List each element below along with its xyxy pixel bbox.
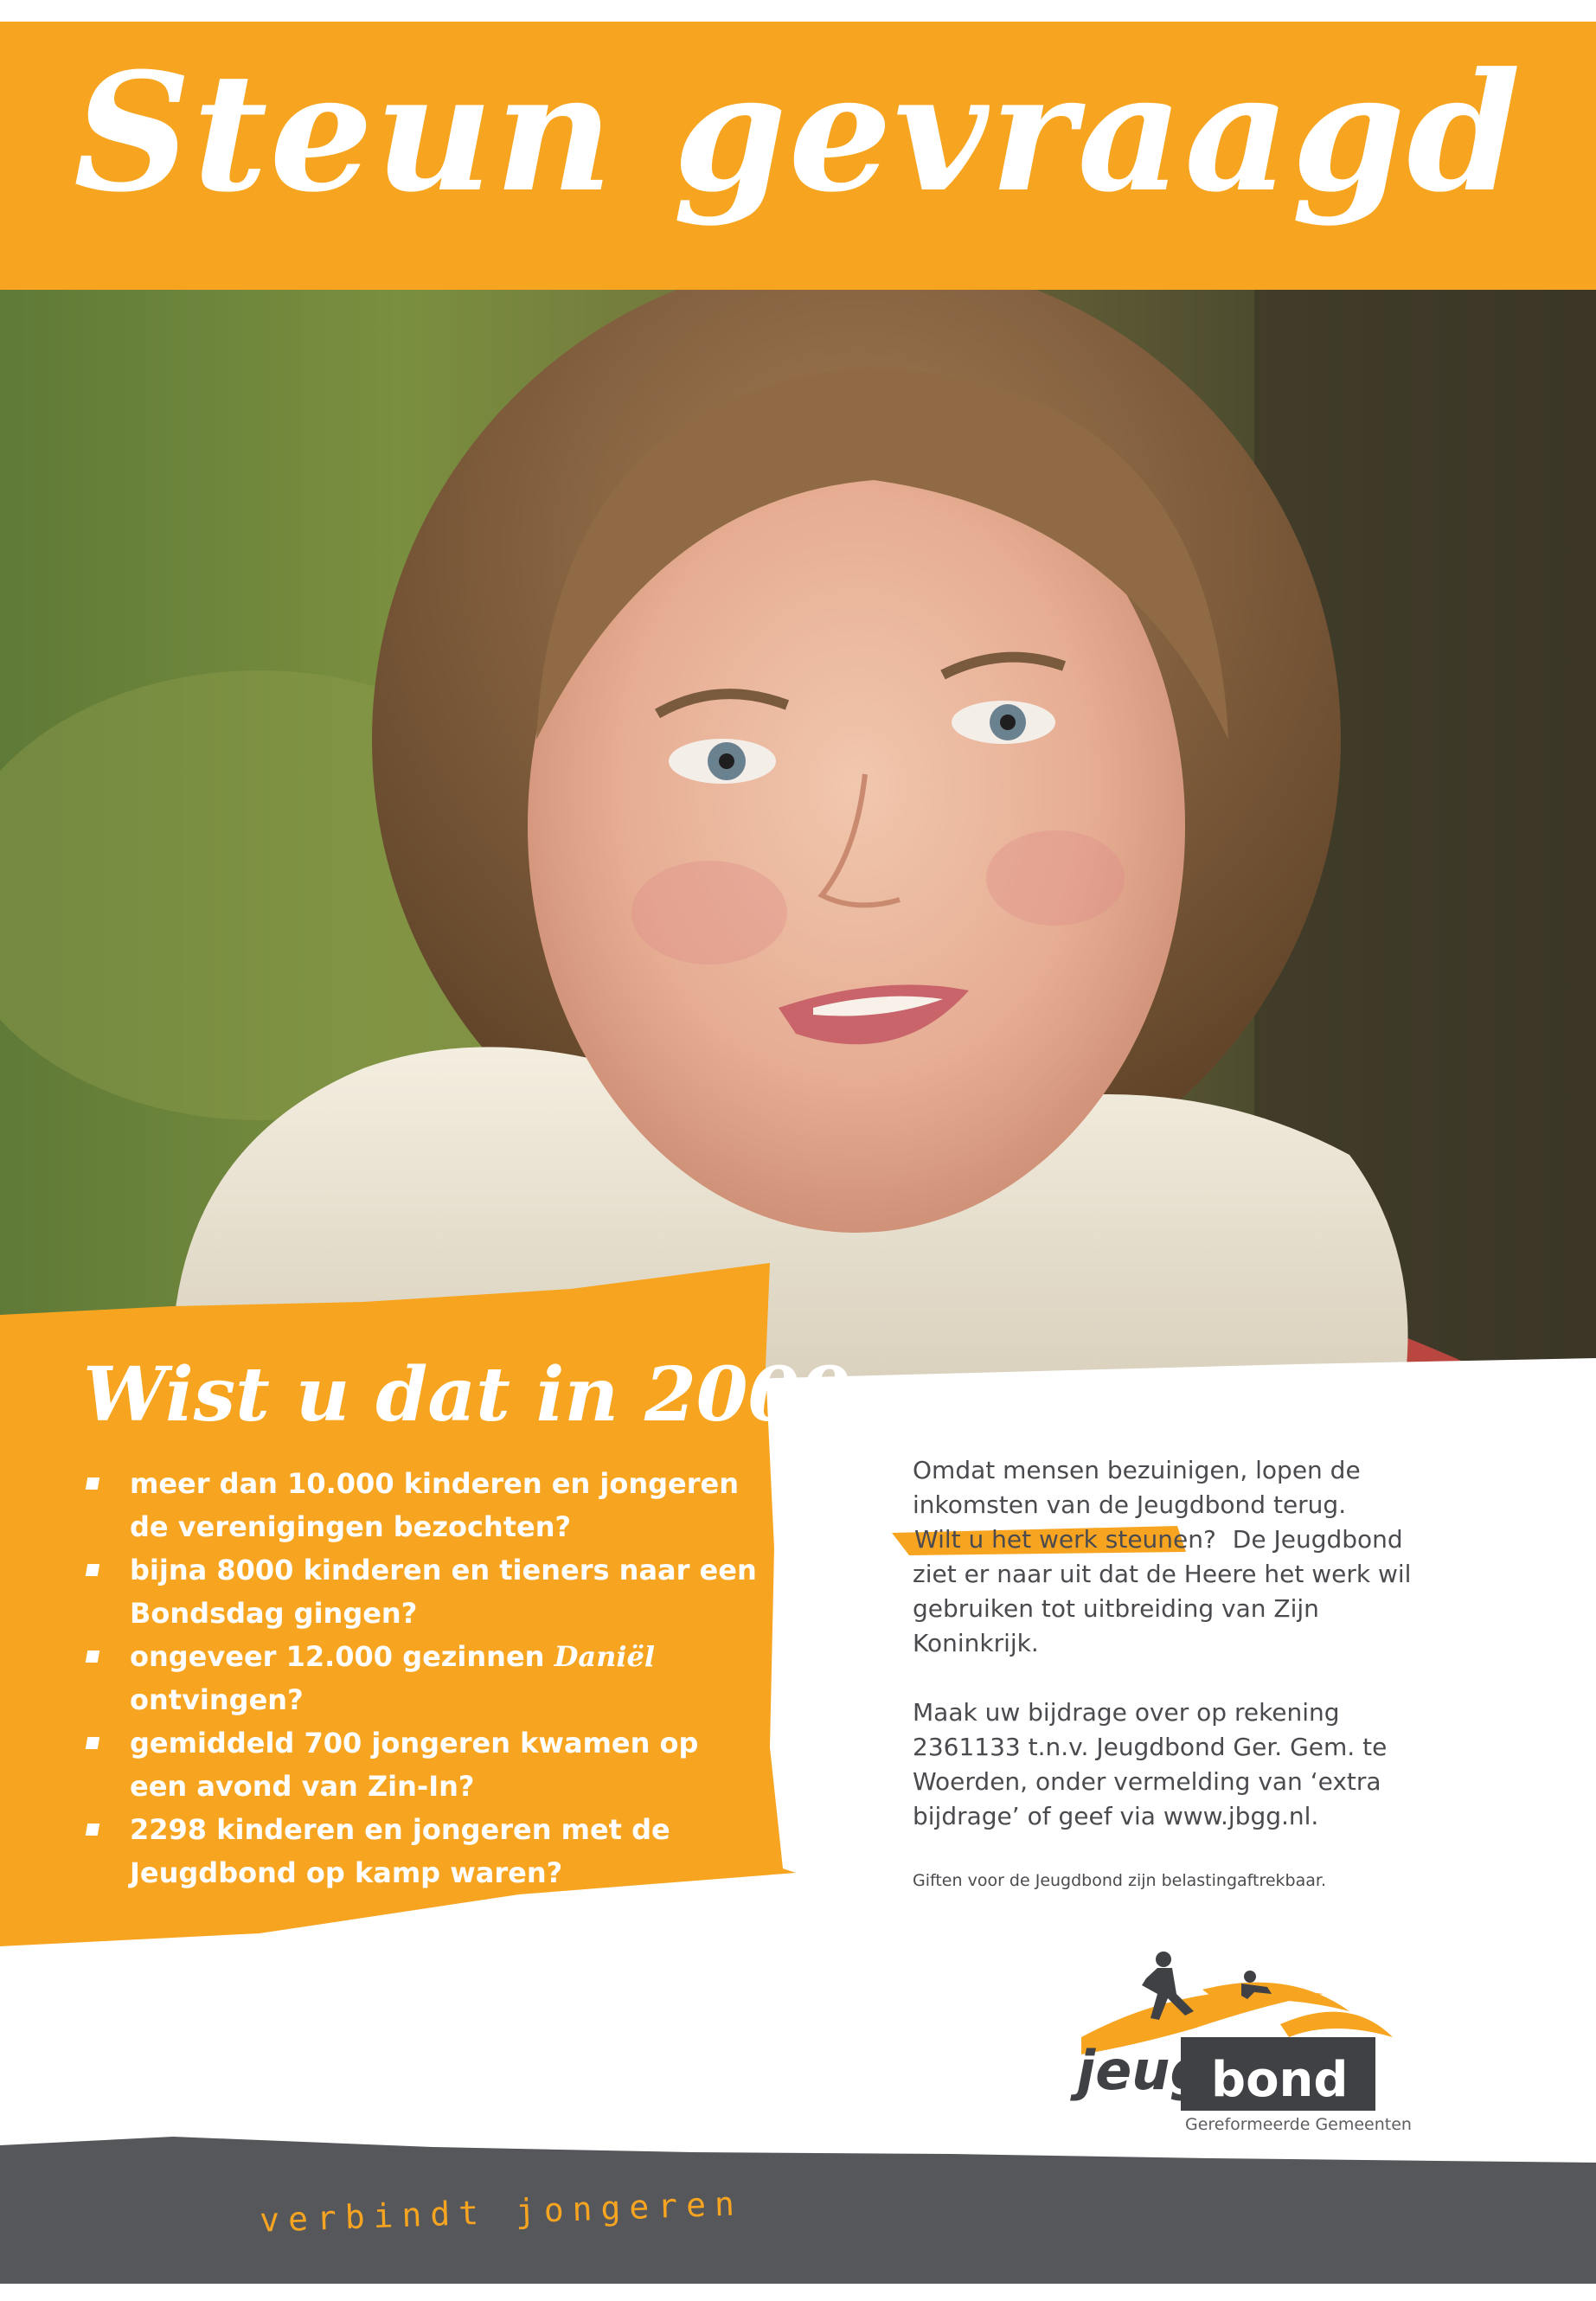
bullet-icon xyxy=(86,1477,99,1490)
bullet-icon xyxy=(86,1823,99,1836)
appeal-text xyxy=(913,1453,1449,1909)
appeal-paragraph-2: Maak uw bijdrage over op rekening 2361133 t.n.v. Jeugdbond Ger. Gem. te Woerden, onder vermelding van ‘extra bijdrage’ of geef via www.jbgg.nl. xyxy=(913,1698,1388,1830)
highlight-text: Wilt u het werk steunen? xyxy=(914,1525,1216,1554)
fact-text: bijna 8000 kinderen en tieners naar een Bondsdag gingen? xyxy=(130,1554,757,1630)
logo-word-bond: bond xyxy=(1211,2052,1349,2108)
jeugdbond-logo xyxy=(1064,1942,1412,2150)
appeal-intro: Omdat mensen bezuinigen, lopen de inkomsten van de Jeugdbond terug. xyxy=(913,1456,1361,1519)
appeal-continuation: De Jeugdbond ziet er naar uit dat de Heere het werk wil gebruiken tot uitbreiding van Zijn Koninkrijk. xyxy=(913,1525,1412,1657)
bullet-icon xyxy=(86,1650,99,1663)
list-item xyxy=(87,1808,761,1894)
fact-emphasis: Daniël xyxy=(554,1640,655,1673)
list-item xyxy=(87,1548,761,1635)
list-item xyxy=(87,1635,761,1721)
fact-text: ongeveer 12.000 gezinnen xyxy=(130,1640,554,1673)
portrait-photo xyxy=(0,290,1596,1406)
fact-text: 2298 kinderen en jongeren met de Jeugdbond op kamp waren? xyxy=(130,1813,670,1889)
list-item xyxy=(87,1721,761,1808)
highlight-question xyxy=(913,1522,1225,1557)
fact-text: gemiddeld 700 jongeren kwamen op een avond van Zin-In? xyxy=(130,1727,699,1803)
fact-list xyxy=(87,1462,761,1894)
bullet-icon xyxy=(86,1737,99,1749)
fact-text: meer dan 10.000 kinderen en jongeren de verenigingen bezochten? xyxy=(130,1467,739,1543)
tagline: verbindt jongeren xyxy=(259,2184,744,2240)
bullet-icon xyxy=(86,1564,99,1576)
logo-word-jeugd: jeugd xyxy=(1077,2039,1247,2102)
list-item xyxy=(87,1462,761,1548)
jeugdbond-logo-icon xyxy=(1064,1942,1401,2115)
footer-band xyxy=(0,2137,1596,2284)
page-title: Steun gevraagd xyxy=(74,37,1522,228)
logo-subtitle: Gereformeerde Gemeenten xyxy=(1185,2115,1412,2134)
fact-title: Wist u dat in 2009: xyxy=(83,1351,880,1439)
appeal-paragraph-1 xyxy=(913,1453,1449,1661)
tax-note: Giften voor de Jeugdbond zijn belastingaftrekbaar. xyxy=(913,1871,1326,1890)
fact-text-end: ontvingen? xyxy=(130,1683,304,1716)
